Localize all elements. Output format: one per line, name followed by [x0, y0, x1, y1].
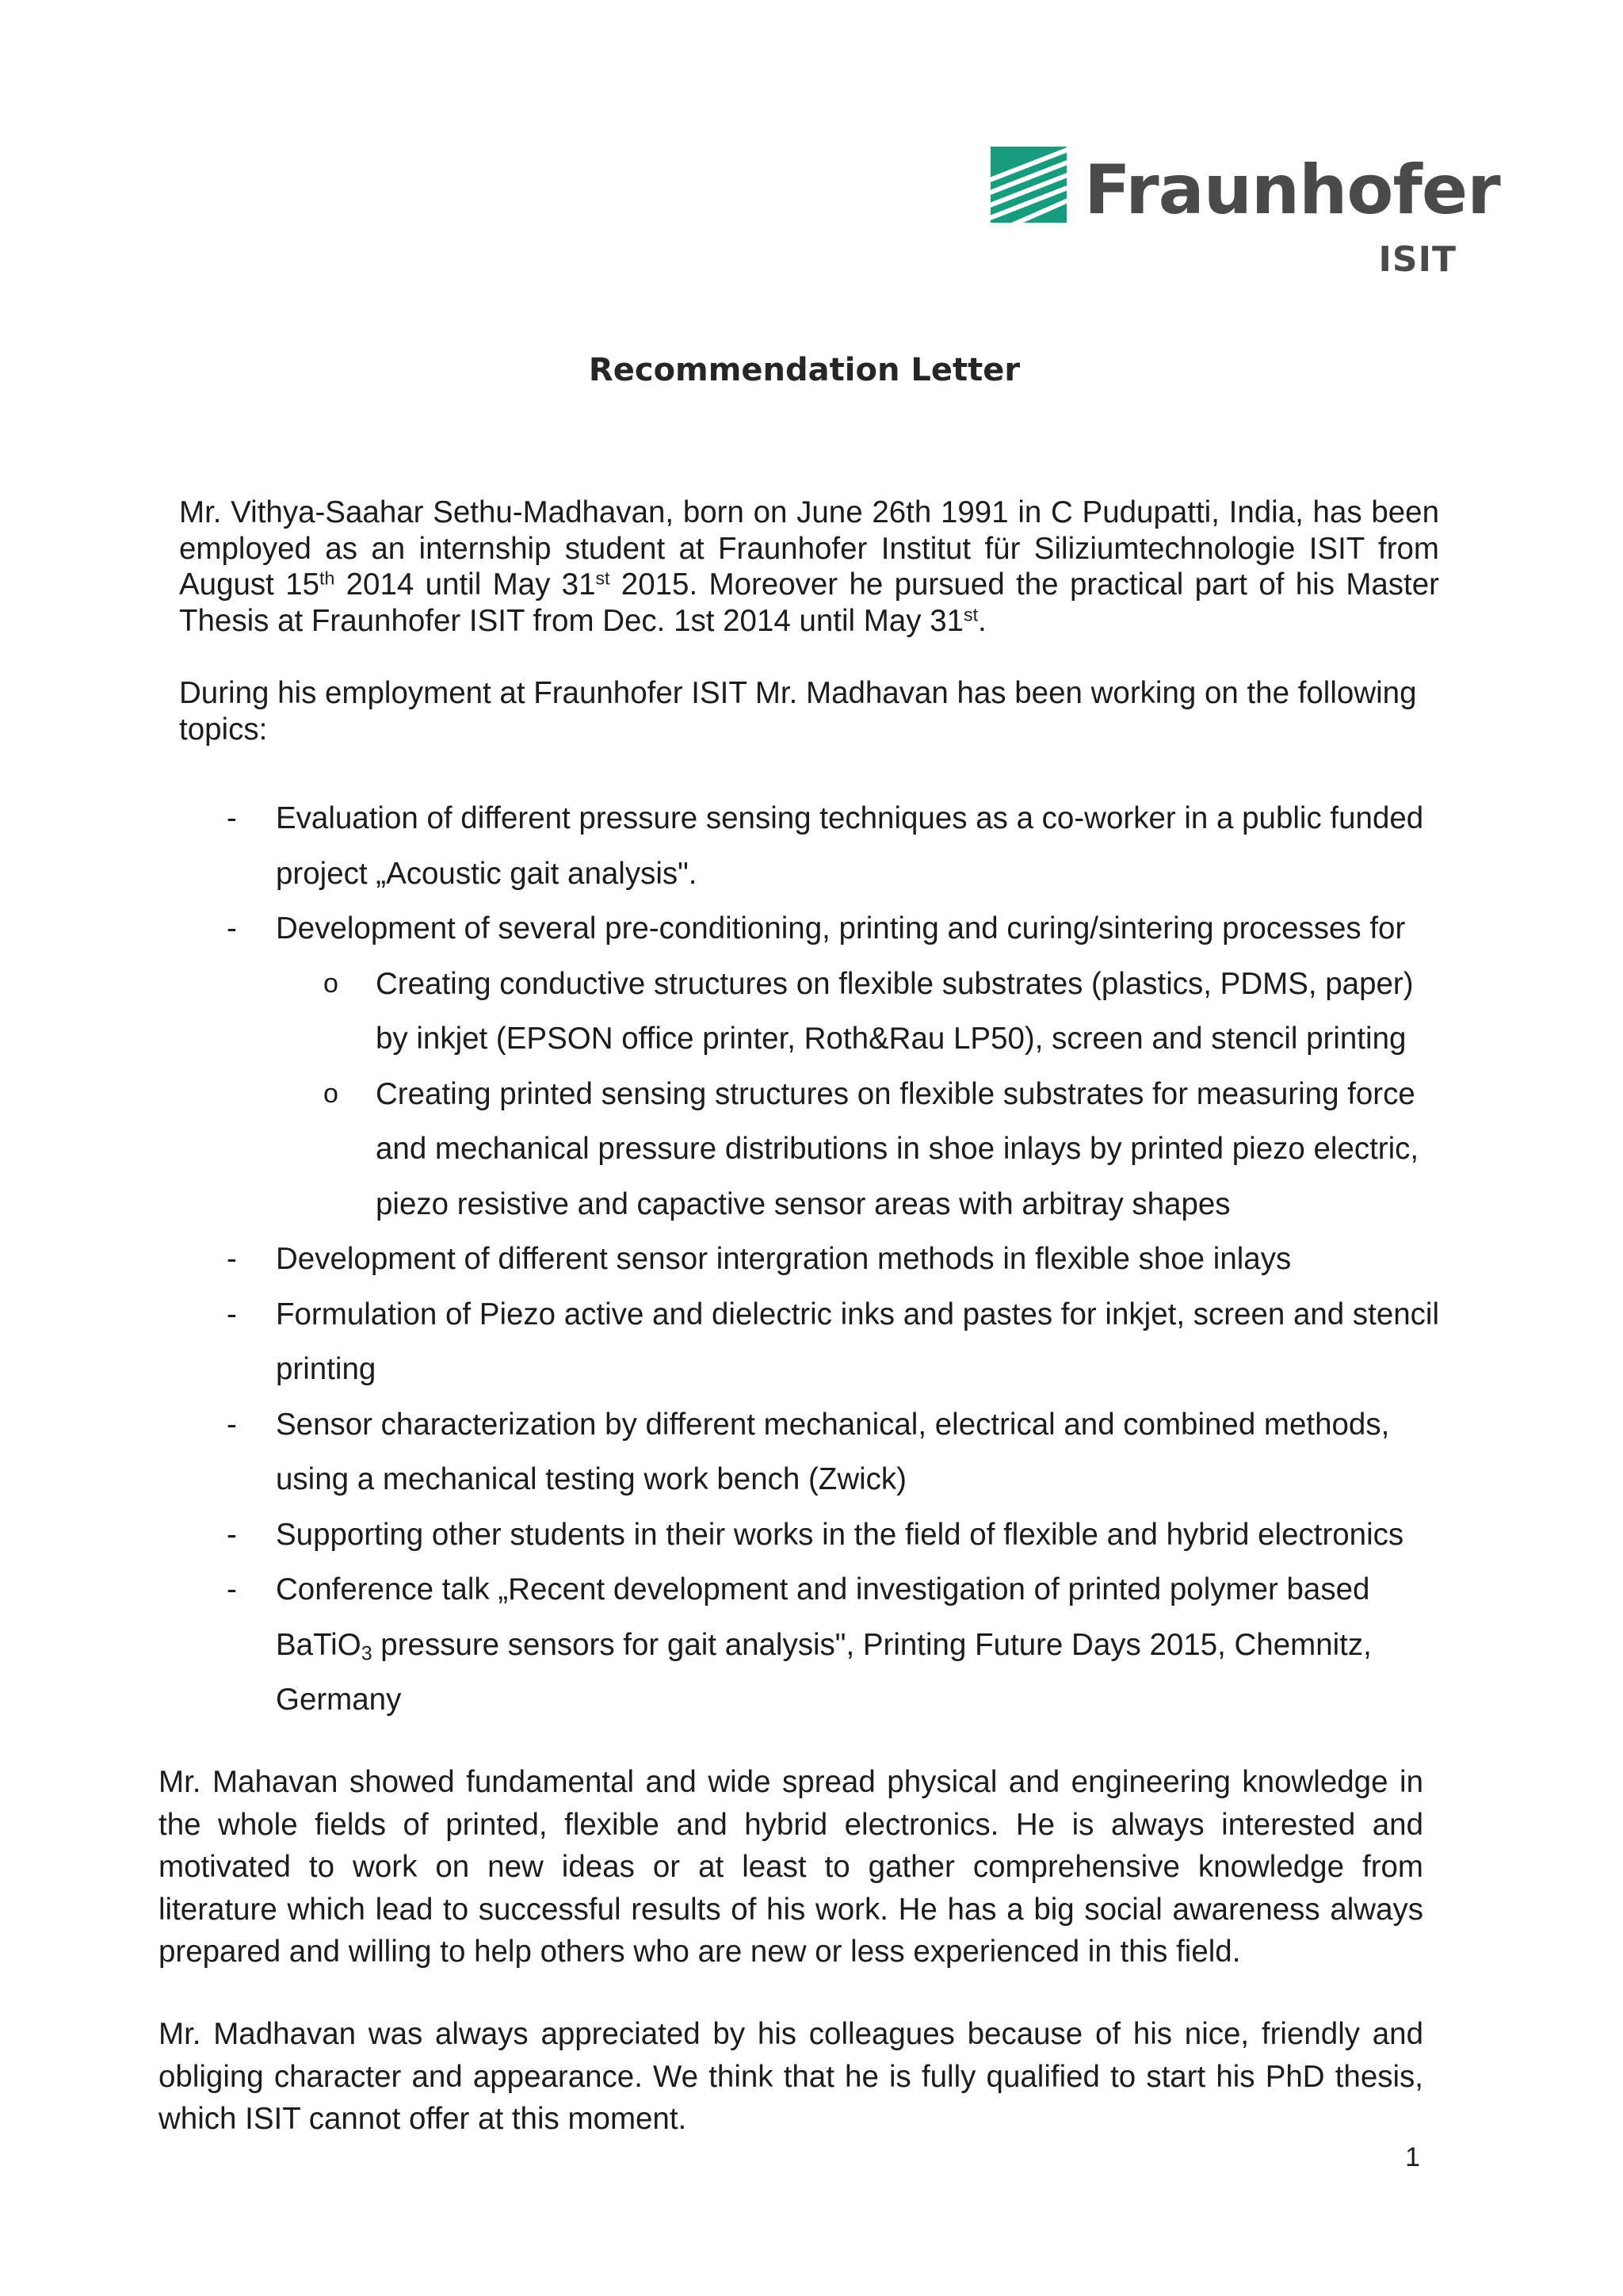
fraunhofer-stripes-icon — [991, 147, 1067, 223]
dash-bullet: - — [227, 1572, 237, 1606]
dash-bullet: - — [227, 1517, 237, 1552]
dash-bullet: - — [227, 1407, 237, 1442]
letter-title: Recommendation Letter — [588, 352, 1021, 388]
topics-list — [0, 791, 1623, 1728]
list-item: - Supporting other students in their works in the field of flexible and hybrid electronics — [0, 1507, 1623, 1563]
circle-bullet: o — [323, 968, 338, 999]
dash-bullet: - — [227, 801, 237, 835]
logo-name: Fraunhofer — [1084, 151, 1500, 230]
list-item: - Evaluation of different pressure sensing techniques as a co-worker in a public funded project „Acoustic gait analysis". — [0, 791, 1623, 901]
circle-bullet: o — [323, 1078, 338, 1109]
dash-bullet: - — [227, 911, 237, 946]
topics-intro: During his employment at Fraunhofer ISIT Mr. Madhavan has been working on the following topics: — [179, 676, 1417, 747]
page-number: 1 — [1405, 2142, 1420, 2172]
conference-talk: Conference talk „Recent development and investigation of printed polymer based BaTiO$_3$ pressure sensors for gait analysis", Printing Future Days 2015, Chemnitz, Germany — [276, 1572, 1372, 1717]
logo-subtitle: ISIT — [1378, 239, 1457, 280]
sub-list-item: o Creating printed sensing structures on flexible substrates for measuring force and mechanical pressure distributions in shoe inlays by printed piezo electric, piezo resistive and capactive sensor areas with arbitray shapes — [0, 1067, 1623, 1232]
list-item: - Formulation of Piezo active and dielectric inks and pastes for inkjet, screen and stencil printing — [0, 1287, 1623, 1397]
dash-bullet: - — [227, 1297, 237, 1331]
list-item: - Sensor characterization by different mechanical, electrical and combined methods, using a mechanical testing work bench (Zwick) — [0, 1397, 1623, 1507]
intro-paragraph: Mr. Vithya-Saahar Sethu-Madhavan, born on June 26th 1991 in C Pudupatti, India, has been employed as an internship student at Fraunhofer Institut für Siliziumtechnologie ISIT from August 15th 2014 until May 31st 2015. Moreover he pursued the practical part of his Master Thesis at Fraunhofer ISIT from Dec. 1st 2014 until May 31st. — [179, 495, 1439, 638]
list-item — [0, 1562, 1623, 1728]
list-item: - Development of several pre-conditioning, printing and curing/sintering processes for — [0, 901, 1623, 957]
fraunhofer-logo — [991, 147, 1500, 281]
list-item: - Development of different sensor intergration methods in flexible shoe inlays — [0, 1232, 1623, 1287]
assessment-paragraph: Mr. Mahavan showed fundamental and wide spread physical and engineering knowledge in the whole fields of printed, flexible and hybrid electronics. He is always interested and motivated to work on new ideas or at least to gather comprehensive knowledge from literature which lead to successful results of his work. He has a big social awareness always prepared and willing to help others who are new or less experienced in this field. — [158, 1765, 1423, 1969]
dash-bullet: - — [227, 1242, 237, 1276]
closing-paragraph: Mr. Madhavan was always appreciated by his colleagues because of his nice, friendly and obliging character and appearance. We think that he is fully qualified to start his PhD thesis, which ISIT cannot offer at this moment. — [158, 2017, 1423, 2136]
sub-list-item: o Creating conductive structures on flexible substrates (plastics, PDMS, paper) by inkjet (EPSON office printer, Roth&Rau LP50), screen and stencil printing — [0, 957, 1623, 1067]
